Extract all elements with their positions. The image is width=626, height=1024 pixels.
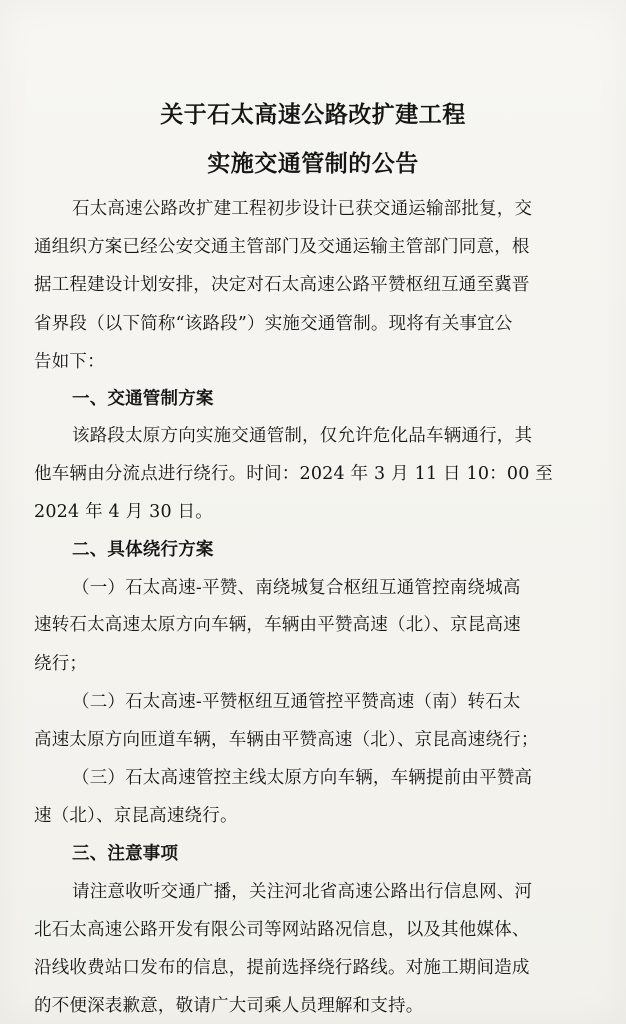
- section2-item3-line-1: （三）石太高速管控主线太原方向车辆，车辆提前由平赞高: [72, 768, 533, 788]
- section1-heading: 一、交通管制方案: [72, 389, 214, 409]
- document-title-line2: 实施交通管制的公告: [207, 150, 419, 177]
- section2-item1-line-1: （一）石太高速-平赞、南绕城复合枢纽互通管控南绕城高: [72, 578, 521, 598]
- section3-line-4: 的不便深表歉意，敬请广大司乘人员理解和支持。: [34, 996, 424, 1016]
- section3-heading: 三、注意事项: [72, 844, 179, 864]
- section3-line-2: 北石太高速公路开发有限公司等网站路况信息，以及其他媒体、: [34, 920, 530, 940]
- section1-line-2: 他车辆由分流点进行绕行。时间：2024 年 3 月 11 日 10：00 至: [34, 464, 554, 484]
- section2-item1-line-2: 速转石太高速太原方向车辆，车辆由平赞高速（北）、京昆高速: [34, 615, 521, 635]
- document-title-line1: 关于石太高速公路改扩建工程: [160, 101, 466, 128]
- section2-item1-line-3: 绕行；: [34, 654, 88, 674]
- intro-line-1: 石太高速公路改扩建工程初步设计已获交通运输部批复，交: [72, 199, 533, 219]
- intro-line-2: 通组织方案已经公安交通主管部门及交通运输主管部门同意，根: [34, 237, 530, 257]
- section2-item2-line-1: （二）石太高速-平赞枢纽互通管控平赞高速（南）转石太: [72, 692, 521, 712]
- intro-line-3: 据工程建设计划安排，决定对石太高速公路平赞枢纽互通至冀晋: [34, 275, 530, 295]
- section2-item3-line-2: 速（北）、京昆高速绕行。: [34, 806, 238, 826]
- section2-item2-line-2: 高速太原方向匝道车辆，车辆由平赞高速（北）、京昆高速绕行；: [34, 730, 539, 750]
- intro-line-4: 省界段（以下简称“该路段”）实施交通管制。现将有关事宜公: [34, 314, 513, 334]
- section1-line-1: 该路段太原方向实施交通管制，仅允许危化品车辆通行，其: [72, 426, 533, 446]
- section1-line-3: 2024 年 4 月 30 日。: [34, 502, 213, 522]
- section3-line-3: 沿线收费站口发布的信息，提前选择绕行路线。对施工期间造成: [34, 958, 530, 978]
- section2-heading: 二、具体绕行方案: [72, 540, 214, 560]
- intro-line-5: 告如下：: [34, 352, 105, 372]
- section3-line-1: 请注意收听交通广播，关注河北省高速公路出行信息网、河: [72, 882, 533, 902]
